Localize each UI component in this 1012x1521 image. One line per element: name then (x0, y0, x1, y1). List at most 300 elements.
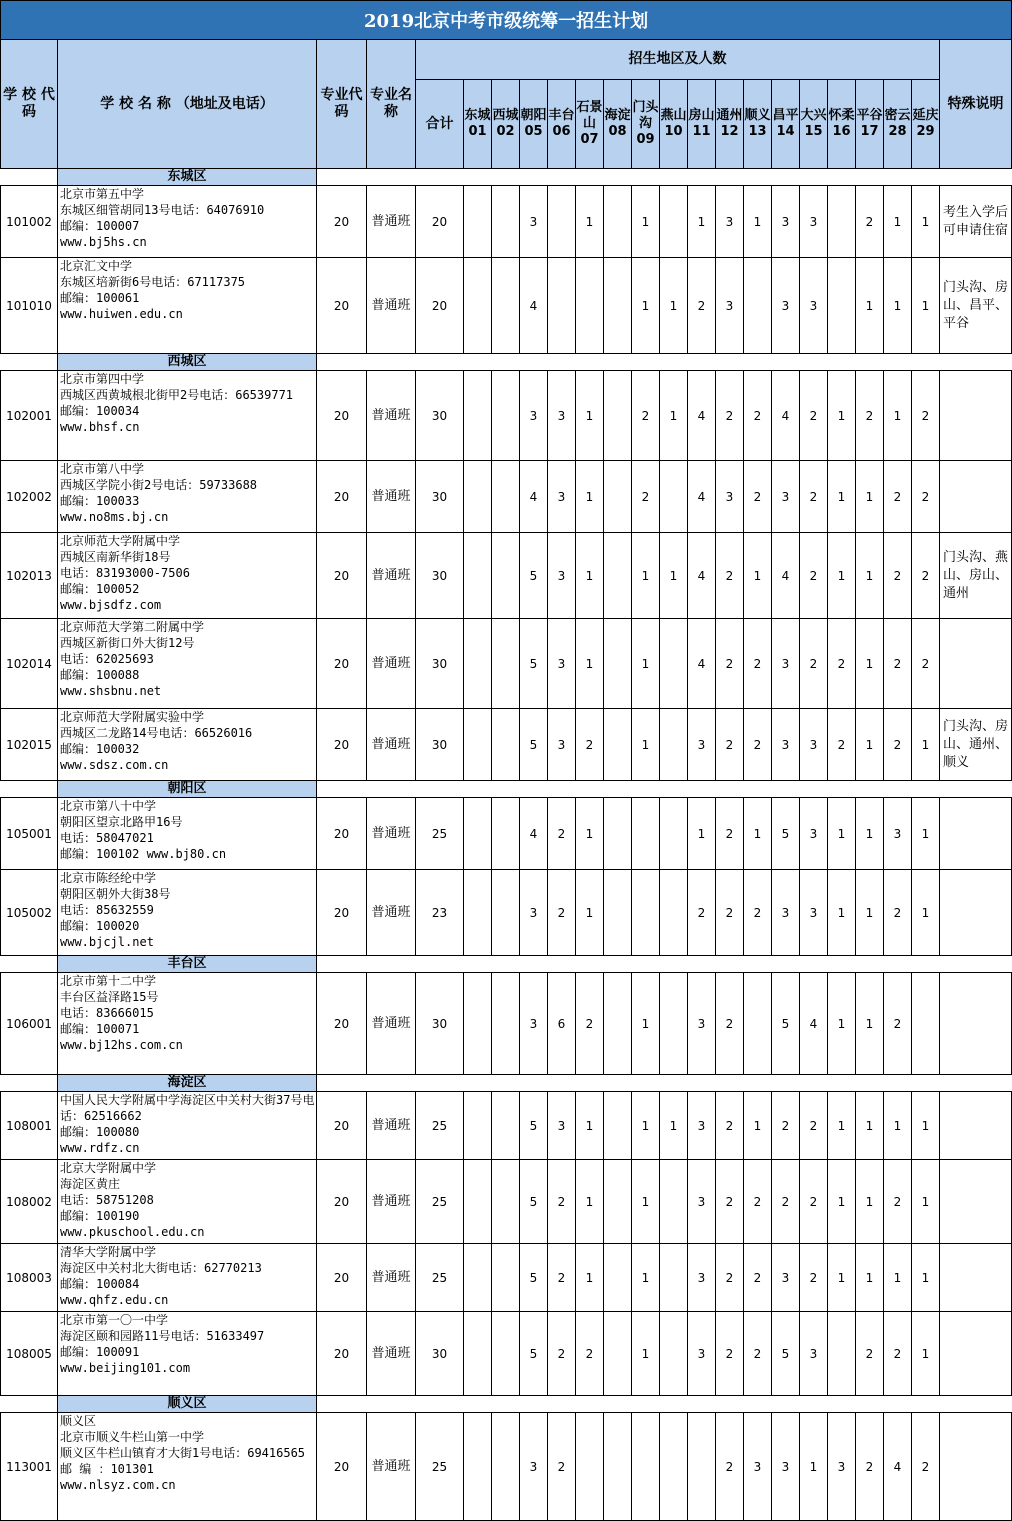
region-count (492, 1160, 520, 1244)
region-count (492, 186, 520, 258)
region-count: 3 (800, 258, 828, 354)
table-row (1, 533, 1012, 619)
region-count: 2 (716, 1413, 744, 1521)
region-count: 2 (716, 371, 744, 461)
region-header: 顺义13 (744, 80, 772, 169)
region-header: 门头沟09 (632, 80, 660, 169)
region-count (464, 1092, 492, 1160)
school-info-line: www.bj5hs.cn (60, 235, 147, 249)
total-count: 20 (416, 258, 464, 354)
region-count: 2 (548, 1244, 576, 1312)
major-name: 普通班 (367, 870, 416, 956)
region-count: 3 (688, 709, 716, 781)
region-count (604, 973, 632, 1075)
region-count: 2 (744, 461, 772, 533)
region-header: 丰台06 (548, 80, 576, 169)
district-row (1, 781, 1012, 798)
region-count: 2 (716, 1092, 744, 1160)
region-count: 2 (548, 1413, 576, 1521)
region-count: 3 (772, 258, 800, 354)
region-count: 6 (548, 973, 576, 1075)
region-count (492, 1312, 520, 1396)
table-row (1, 371, 1012, 461)
region-count (604, 1312, 632, 1396)
district-label: 西城区 (58, 354, 317, 371)
special-note (940, 973, 1012, 1075)
school-info-line: www.no8ms.bj.cn (60, 510, 169, 524)
blank-cell (1, 956, 58, 973)
region-count (744, 258, 772, 354)
major-name: 普通班 (367, 258, 416, 354)
region-count: 2 (548, 798, 576, 870)
region-count: 2 (800, 533, 828, 619)
region-count: 2 (912, 1413, 940, 1521)
region-count (492, 1413, 520, 1521)
region-count: 1 (884, 258, 912, 354)
region-count: 1 (632, 709, 660, 781)
region-count: 2 (632, 461, 660, 533)
school-info-line: 邮 编 ：101301 (60, 1462, 154, 1476)
region-count: 2 (856, 186, 884, 258)
special-note (940, 1092, 1012, 1160)
region-count: 2 (716, 1244, 744, 1312)
major-code: 20 (317, 461, 367, 533)
special-note: 门头沟、房山、昌平、平谷 (940, 258, 1012, 354)
major-code: 20 (317, 371, 367, 461)
region-count: 4 (520, 461, 548, 533)
region-count: 2 (576, 709, 604, 781)
table-row (1, 1160, 1012, 1244)
major-name: 普通班 (367, 1160, 416, 1244)
region-count: 1 (660, 371, 688, 461)
region-count: 1 (828, 870, 856, 956)
region-count: 1 (912, 258, 940, 354)
table-row (1, 1312, 1012, 1396)
region-count: 2 (548, 1312, 576, 1396)
school-info-line: www.bjcjl.net (60, 935, 154, 949)
school-info-line: 邮编：100084 (60, 1277, 140, 1291)
region-count: 4 (688, 619, 716, 709)
school-code: 101010 (1, 258, 58, 354)
region-count: 5 (520, 1312, 548, 1396)
region-count: 4 (800, 973, 828, 1075)
region-count: 3 (688, 1092, 716, 1160)
region-count: 5 (520, 1160, 548, 1244)
region-count: 1 (744, 533, 772, 619)
region-count: 2 (744, 1312, 772, 1396)
district-row (1, 1075, 1012, 1092)
major-name-header: 专业名称 (367, 40, 416, 169)
region-count: 5 (772, 798, 800, 870)
school-name-cell (58, 870, 317, 956)
school-name-cell (58, 619, 317, 709)
region-count: 3 (800, 1312, 828, 1396)
major-name: 普通班 (367, 186, 416, 258)
major-code: 20 (317, 798, 367, 870)
region-count (464, 1160, 492, 1244)
special-note: 考生入学后可申请住宿 (940, 186, 1012, 258)
major-code-header: 专业代码 (317, 40, 367, 169)
region-count: 1 (632, 619, 660, 709)
region-count: 2 (884, 1160, 912, 1244)
table-row (1, 1244, 1012, 1312)
school-code-header: 学 校 代 码 (1, 40, 58, 169)
major-code: 20 (317, 1092, 367, 1160)
region-count: 2 (884, 870, 912, 956)
table-row (1, 798, 1012, 870)
major-name: 普通班 (367, 709, 416, 781)
blank-cell (317, 354, 1012, 371)
school-info-line: 中国人民大学附属中学海淀区中关村大街37号电话：62516662 (60, 1093, 315, 1123)
school-info-line: www.bj12hs.com.cn (60, 1038, 183, 1052)
total-count: 30 (416, 461, 464, 533)
special-note (940, 371, 1012, 461)
region-count: 1 (884, 1244, 912, 1312)
total-count: 20 (416, 186, 464, 258)
region-count: 3 (688, 1312, 716, 1396)
region-count: 1 (912, 1244, 940, 1312)
region-count (464, 619, 492, 709)
school-info-line: 北京师范大学附属实验中学 (60, 710, 205, 724)
region-count: 1 (856, 258, 884, 354)
major-code: 20 (317, 1312, 367, 1396)
region-count: 3 (772, 619, 800, 709)
region-count (660, 1244, 688, 1312)
region-count: 1 (576, 1092, 604, 1160)
blank-cell (1, 169, 58, 186)
total-count: 30 (416, 533, 464, 619)
region-count: 1 (632, 186, 660, 258)
school-name-cell (58, 1160, 317, 1244)
region-count (464, 371, 492, 461)
table-row (1, 1413, 1012, 1521)
total-count: 30 (416, 709, 464, 781)
region-count: 5 (772, 1312, 800, 1396)
region-count: 5 (520, 1092, 548, 1160)
region-count (464, 1312, 492, 1396)
region-count (632, 1413, 660, 1521)
region-count: 1 (576, 1160, 604, 1244)
region-count: 1 (688, 798, 716, 870)
major-code: 20 (317, 619, 367, 709)
school-info-line: 朝阳区望京北路甲16号 (60, 815, 183, 829)
region-count (492, 371, 520, 461)
school-info-line: 西城区学院小街2号电话：59733688 (60, 478, 258, 492)
region-count: 1 (912, 798, 940, 870)
school-code: 101002 (1, 186, 58, 258)
region-count (828, 1312, 856, 1396)
region-count (632, 798, 660, 870)
major-name: 普通班 (367, 1244, 416, 1312)
region-count: 3 (548, 371, 576, 461)
blank-cell (317, 169, 1012, 186)
region-count (688, 1413, 716, 1521)
region-count: 2 (548, 870, 576, 956)
region-header: 朝阳05 (520, 80, 548, 169)
region-count: 1 (856, 1092, 884, 1160)
region-count: 4 (688, 461, 716, 533)
school-name-cell (58, 1244, 317, 1312)
region-count: 4 (884, 1413, 912, 1521)
region-count: 3 (548, 709, 576, 781)
school-name-cell (58, 371, 317, 461)
blank-cell (1, 1075, 58, 1092)
region-count: 2 (884, 1312, 912, 1396)
special-note (940, 1160, 1012, 1244)
region-count: 1 (856, 709, 884, 781)
region-count: 2 (716, 619, 744, 709)
region-count: 1 (688, 186, 716, 258)
school-info-line: 西城区南新华街18号 (60, 550, 171, 564)
region-count (548, 186, 576, 258)
blank-cell (317, 1396, 1012, 1413)
region-count: 2 (716, 709, 744, 781)
region-count (464, 870, 492, 956)
region-count (464, 973, 492, 1075)
school-info-line: www.rdfz.cn (60, 1141, 140, 1155)
region-count: 3 (520, 870, 548, 956)
region-count: 2 (800, 1244, 828, 1312)
region-count: 3 (772, 461, 800, 533)
region-count: 3 (520, 186, 548, 258)
region-count (604, 870, 632, 956)
school-info-line: 邮编：100080 (60, 1125, 140, 1139)
region-count (632, 870, 660, 956)
total-count: 25 (416, 1244, 464, 1312)
special-note (940, 619, 1012, 709)
region-count: 1 (632, 1312, 660, 1396)
table-row (1, 1092, 1012, 1160)
region-count: 2 (856, 1312, 884, 1396)
region-count: 2 (828, 619, 856, 709)
school-info-line: www.qhfz.edu.cn (60, 1293, 169, 1307)
region-count: 2 (856, 1413, 884, 1521)
blank-cell (1, 354, 58, 371)
region-count: 2 (688, 870, 716, 956)
total-count: 25 (416, 798, 464, 870)
district-row (1, 169, 1012, 186)
region-count (828, 186, 856, 258)
table-row (1, 973, 1012, 1075)
region-count: 1 (884, 1092, 912, 1160)
school-code: 106001 (1, 973, 58, 1075)
region-count: 1 (912, 1160, 940, 1244)
region-count: 1 (828, 973, 856, 1075)
district-label: 东城区 (58, 169, 317, 186)
region-count: 1 (800, 1413, 828, 1521)
major-code: 20 (317, 1244, 367, 1312)
region-count (492, 1092, 520, 1160)
major-name: 普通班 (367, 798, 416, 870)
region-count: 1 (744, 186, 772, 258)
school-info-line: 朝阳区朝外大街38号 (60, 887, 171, 901)
region-count: 3 (520, 973, 548, 1075)
region-count: 1 (912, 1092, 940, 1160)
region-count (660, 1160, 688, 1244)
region-count: 2 (716, 870, 744, 956)
school-info-line: 北京市第一〇一中学 (60, 1313, 169, 1327)
region-count: 2 (576, 973, 604, 1075)
region-count: 1 (632, 1244, 660, 1312)
school-name-cell (58, 1092, 317, 1160)
region-count (492, 973, 520, 1075)
major-code: 20 (317, 1413, 367, 1521)
special-note (940, 461, 1012, 533)
school-name-cell (58, 973, 317, 1075)
region-count: 1 (856, 798, 884, 870)
school-info-line: www.shsbnu.net (60, 684, 162, 698)
region-count (492, 709, 520, 781)
region-count (604, 461, 632, 533)
major-name: 普通班 (367, 619, 416, 709)
special-note (940, 870, 1012, 956)
region-count: 1 (576, 1244, 604, 1312)
region-count: 2 (884, 461, 912, 533)
school-info-line: 邮编：100061 (60, 291, 140, 305)
region-count: 5 (520, 1244, 548, 1312)
region-count: 2 (548, 1160, 576, 1244)
school-info-line: 电话：85632559 (60, 903, 154, 917)
district-label: 朝阳区 (58, 781, 317, 798)
school-info-line: 邮编：100091 (60, 1345, 140, 1359)
region-count: 3 (688, 1160, 716, 1244)
region-header: 大兴15 (800, 80, 828, 169)
region-count: 3 (520, 371, 548, 461)
table-row (1, 461, 1012, 533)
school-info-line: www.beijing101.com (60, 1361, 191, 1375)
school-info-line: 北京汇文中学 (60, 259, 133, 273)
school-info-line: 北京市第四中学 (60, 372, 145, 386)
region-count: 3 (548, 1092, 576, 1160)
region-header: 石景山07 (576, 80, 604, 169)
region-count: 1 (660, 1092, 688, 1160)
region-count: 1 (632, 973, 660, 1075)
school-info-line: 北京市第八中学 (60, 462, 145, 476)
special-note (940, 798, 1012, 870)
region-count: 1 (856, 461, 884, 533)
region-count: 1 (828, 798, 856, 870)
table-body (1, 169, 1012, 1521)
region-count: 3 (688, 973, 716, 1075)
blank-cell (1, 1396, 58, 1413)
school-info-line: 北京市顺义牛栏山第一中学 (60, 1430, 205, 1444)
region-count: 2 (912, 371, 940, 461)
region-count: 1 (828, 533, 856, 619)
region-count: 1 (576, 371, 604, 461)
table-row (1, 709, 1012, 781)
major-code: 20 (317, 973, 367, 1075)
school-info-line: 北京市陈经纶中学 (60, 871, 157, 885)
school-code: 105001 (1, 798, 58, 870)
region-count: 2 (772, 1092, 800, 1160)
region-count (492, 1244, 520, 1312)
region-header: 昌平14 (772, 80, 800, 169)
major-name: 普通班 (367, 1092, 416, 1160)
school-info-line: 邮编：100190 (60, 1209, 140, 1223)
school-info-line: 海淀区颐和园路11号电话：51633497 (60, 1329, 265, 1343)
region-header: 西城02 (492, 80, 520, 169)
region-count: 3 (800, 709, 828, 781)
region-header: 海淀08 (604, 80, 632, 169)
blank-cell (317, 1075, 1012, 1092)
region-count (604, 371, 632, 461)
region-count: 1 (912, 186, 940, 258)
region-count (660, 798, 688, 870)
region-count: 3 (772, 870, 800, 956)
total-count: 30 (416, 619, 464, 709)
region-count: 4 (688, 533, 716, 619)
region-count (660, 1312, 688, 1396)
region-count (604, 1160, 632, 1244)
region-count (660, 461, 688, 533)
region-count: 1 (576, 798, 604, 870)
school-info-line: 西城区二龙路14号电话：66526016 (60, 726, 253, 740)
school-info-line: 电话：62025693 (60, 652, 154, 666)
school-info-line: 电话：83666015 (60, 1006, 154, 1020)
school-info-line: 东城区细管胡同13号电话：64076910 (60, 203, 265, 217)
total-count: 23 (416, 870, 464, 956)
school-info-line: 北京大学附属中学 (60, 1161, 157, 1175)
region-count: 1 (632, 258, 660, 354)
region-count (464, 186, 492, 258)
region-count: 3 (548, 619, 576, 709)
total-count: 30 (416, 973, 464, 1075)
region-count: 3 (688, 1244, 716, 1312)
region-count: 2 (912, 461, 940, 533)
district-label: 丰台区 (58, 956, 317, 973)
major-name: 普通班 (367, 371, 416, 461)
major-code: 20 (317, 870, 367, 956)
region-count (492, 798, 520, 870)
school-info-line: 北京市第八十中学 (60, 799, 157, 813)
region-count (604, 619, 632, 709)
school-info-line: 电话：58047021 (60, 831, 154, 845)
major-name: 普通班 (367, 533, 416, 619)
region-count (464, 709, 492, 781)
school-code: 102014 (1, 619, 58, 709)
school-name-cell (58, 186, 317, 258)
region-count (492, 533, 520, 619)
region-count (464, 533, 492, 619)
region-count: 2 (716, 533, 744, 619)
region-count (604, 533, 632, 619)
region-count: 2 (744, 870, 772, 956)
region-count: 1 (632, 1160, 660, 1244)
region-count: 1 (856, 1244, 884, 1312)
region-count: 1 (856, 1160, 884, 1244)
region-count: 4 (520, 258, 548, 354)
region-count: 1 (856, 619, 884, 709)
school-info-line: 丰台区益泽路15号 (60, 990, 159, 1004)
region-count (576, 1413, 604, 1521)
region-count: 2 (800, 1092, 828, 1160)
special-note: 门头沟、房山、通州、顺义 (940, 709, 1012, 781)
region-count: 2 (912, 533, 940, 619)
region-count: 2 (772, 1160, 800, 1244)
region-count: 2 (912, 619, 940, 709)
school-info-line: 西城区西黄城根北街甲2号电话：66539771 (60, 388, 294, 402)
region-count: 2 (688, 258, 716, 354)
region-header: 燕山10 (660, 80, 688, 169)
region-count: 1 (660, 533, 688, 619)
region-count: 2 (828, 709, 856, 781)
school-info-line: www.bhsf.cn (60, 420, 140, 434)
region-count (660, 619, 688, 709)
school-name-cell (58, 1413, 317, 1521)
school-info-line: www.pkuschool.edu.cn (60, 1225, 205, 1239)
region-count (660, 973, 688, 1075)
region-count: 2 (716, 1160, 744, 1244)
